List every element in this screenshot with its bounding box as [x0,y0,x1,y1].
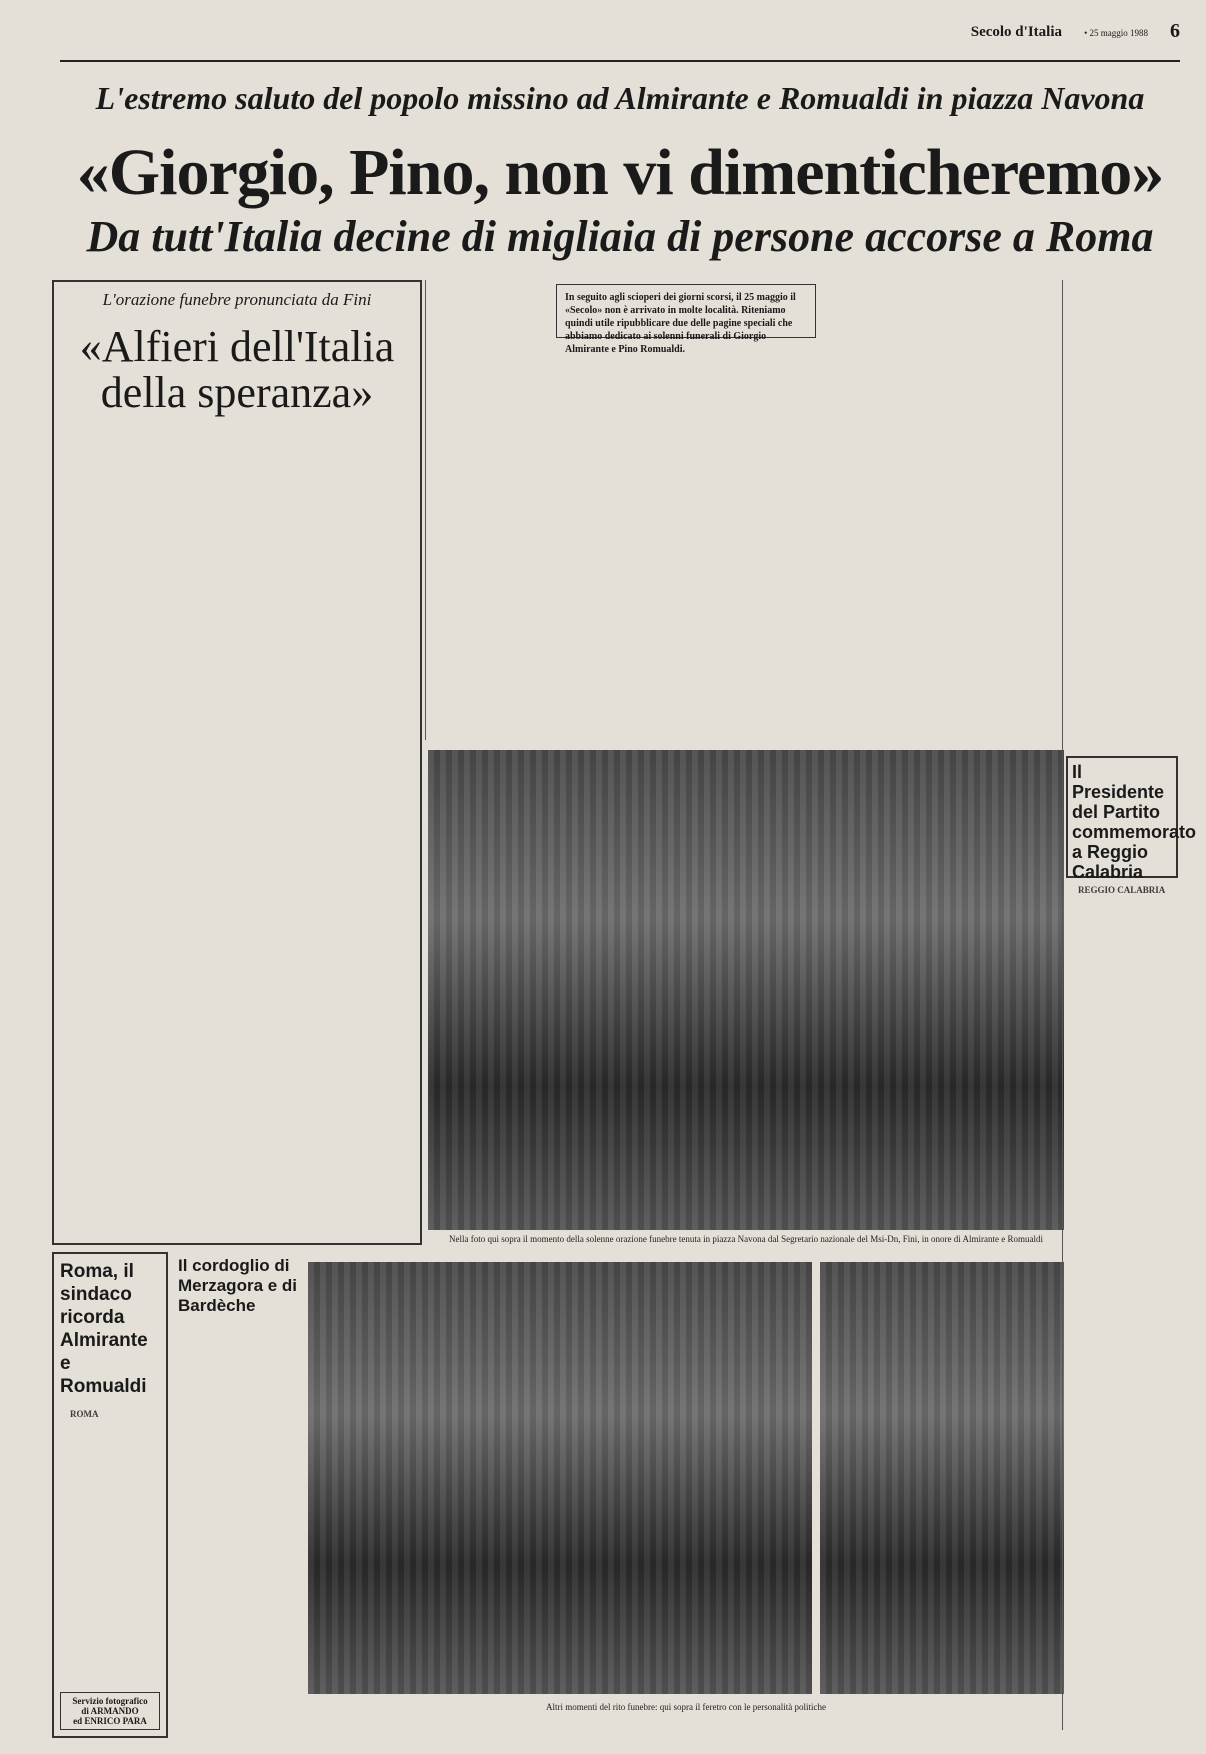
credits-line-2: di ARMANDO [81,1706,139,1716]
fini-box-kicker: L'orazione funebre pronunciata da Fini [102,290,372,309]
column-divider [1062,280,1063,1730]
roma-text [54,1404,166,1712]
fini-speech-box [52,280,422,1245]
article-headline: «Giorgio, Pino, non vi dimenticheremo» [76,136,1164,209]
credits-line-1: Servizio fotografico [72,1696,148,1706]
page-number: 6 [1170,20,1180,42]
credits-line-3: ed ENRICO PARA [73,1716,147,1726]
cordoglio-title: Il cordoglio di Merzagora e di Bardèche [178,1256,298,1315]
masthead [60,20,1180,48]
fini-text-column-3 [302,422,412,1237]
column-divider [425,280,426,740]
notice-box: In seguito agli scioperi dei giorni scorsi, il 25 maggio il «Secolo» non è arrivato in molte località. Riteniamo quindi utile ripubblicare due delle pagine speciali che abbiamo dedicato ai solenni funerali di Giorgio Almirante e Pino Romualdi. [556,284,816,338]
masthead-rule [60,60,1180,62]
issue-date: • 25 maggio 1988 [1084,28,1148,38]
bottom-photos-caption: Altri momenti del rito funebre: qui sopra il feretro con le personalità politiche [546,1702,826,1712]
newspaper-name: Secolo d'Italia [970,24,1062,40]
article-column-2 [556,340,682,740]
reggio-text [1068,884,1176,1734]
article-subhead: Da tutt'Italia decine di migliaia di persone accorse a Roma [86,212,1154,261]
reggio-calabria-box [1066,756,1197,882]
roma-dateline: ROMA [70,1409,99,1419]
main-photo-piazza-navona [428,750,1064,1230]
cordoglio-box [178,1256,302,1724]
photo-credits-box [60,1692,160,1730]
bottom-photo-2 [820,1262,1064,1694]
roma-box-title: Roma, il sindaco ricorda Almirante e Romualdi [60,1261,148,1397]
fini-box-title-line1: «Alfieri dell'Italia [79,322,395,371]
bottom-photo-1 [308,1262,812,1694]
main-photo-caption: Nella foto qui sopra il momento della solenne orazione funebre tenuta in piazza Navona dal Segretario nazionale del Msi-Dn, Fini, in onore di Almirante e Romualdi [448,1234,1044,1244]
article-column-6 [1066,280,1176,750]
article-column-5 [948,280,1060,740]
cordoglio-text [178,1324,302,1724]
fini-text-column-2 [182,422,286,1237]
article-kicker: L'estremo saluto del popolo missino ad Almirante e Romualdi in piazza Navona [95,80,1145,116]
article-column-1 [430,280,548,740]
reggio-box-title: Il Presidente del Partito commemorato a Reggio Calabria [1072,762,1197,882]
article-column-3 [690,340,816,740]
roma-box [52,1252,168,1738]
fini-text-column-1 [62,422,166,1237]
reggio-dateline: REGGIO CALABRIA [1078,885,1166,895]
article-column-4 [822,280,940,740]
fini-box-title-line2: della speranza» [100,368,374,418]
